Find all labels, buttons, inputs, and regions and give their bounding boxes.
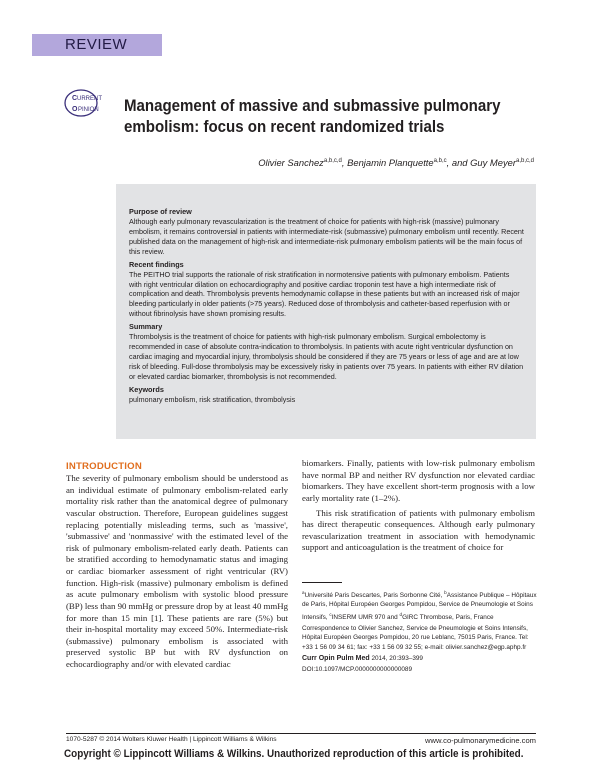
section-tab-label: REVIEW [65, 36, 128, 53]
current-opinion-logo [62, 88, 116, 118]
article-title: Management of massive and submassive pulmonary embolism: focus on recent randomized trials [124, 97, 501, 136]
abstract-heading-summary: Summary [129, 322, 163, 332]
logo-line1: URRENT [77, 96, 102, 102]
intro-paragraph: biomarkers. Finally, patients with low-risk pulmonary embolism have normal BP and neither RV dysfunction nor elevated cardiac biomarkers. They have excellent short-term prognosis with a low early mortality rate (1–2%). [302, 458, 535, 503]
footer-website[interactable]: www.co-pulmonarymedicine.com [425, 736, 536, 745]
footer-rule [66, 733, 536, 734]
abstract-heading-keywords: Keywords [129, 384, 164, 394]
abstract-text-findings: The PEITHO trial supports the rationale of risk stratification in normotensive patients with pulmonary embolism. Patients with right ventricular dilation on echocardiography and positive cardiac troponin test have a high intermediate risk of complication and death. Thrombolysis prevents hemodynamic collapse in these patients but with an increased risk of major bleeding particularly in older patients (>75 years). Reduced dose of thrombolysis and catheter-based reperfusion with or without fibrinolysis have shown promising results. [129, 269, 520, 319]
doi: DOI:10.1097/MCP.0000000000000089 [302, 666, 413, 674]
section-tab [32, 34, 162, 56]
author-affil: a,b,c,d [515, 157, 534, 164]
footer-publisher: 1070-5287 © 2014 Wolters Kluwer Health | Lippincott Williams & Wilkins [66, 736, 277, 743]
affiliations: $^a$Université Paris Descartes, Paris Sorbonne Cité, $^b$Assistance Publique – Hôpitaux de Paris, Hôpital Européen Georges Pompidou, Service de Pneumologie et Soins Intensifs, $^c$INSERM UMR 970 and $^d$GIRC Thrombose, Paris, France Correspondence to Olivier Sanchez, Service de Pneumologie et Soins Intensifs, Hôpital Européen Georges Pompidou, 20 rue Leblanc, 75015 Paris, France. Tel: +33 1 56 09 34 61; fax: +33 1 56 09 32 55; e-mail: olivier.sanchez@egp.aphp.fr Curr Opin Pulm Med 2014, 20:393–399 DOI:10.1097/MCP.0000000000000089 [302, 590, 537, 674]
copyright-notice: Copyright © Lippincott Williams & Wilkins. Unauthorized reproduction of this article is prohibited. [64, 748, 524, 760]
author-affil: a,b,c [433, 157, 447, 164]
introduction-left-column: The severity of pulmonary embolism should be understood as an individual estimate of pulmonary embolism-related early mortality risk rather than the anatomical degree of pulmonary vascular obstruction. Therefore, European guidelines suggest replacing potentially misleading terms, such as 'massive', 'submassive' and 'nonmassive' with the estimated level of the risk of pulmonary embolism-related early death. Patients can be stratified according to hemodynamatic status and imaging or cardiac biomarker assessment of right ventricular (RV) function. High-risk (massive) pulmonary embolism is defined as acute pulmonary embolism with systolic blood pressure (BP) less than 90 mmHg or pressure drop by at least 40 mmHg for more than 15 min [1]. These patients are rare (5%) but their in-hospital mortality may exceed 50%. Intermediate-risk (submassive) pulmonary embolism is associated with preserved systolic BP but with RV dysfunction on echocardiography and/or with elevated cardiac [66, 473, 288, 669]
author-name: Benjamin Planquette [347, 157, 434, 168]
author-name: Olivier Sanchez [258, 157, 324, 168]
correspondence: Correspondence to Olivier Sanchez, Service de Pneumologie et Soins Intensifs, Hôpital Européen Georges Pompidou, 20 rue Leblanc, 75015 Paris, France. Tel: +33 1 56 09 34 61; fax: +33 1 56 09 32 55; e-mail: olivier.sanchez@egp.aphp.fr [302, 625, 529, 651]
logo-line2: PINION [78, 107, 99, 113]
abstract [129, 207, 524, 408]
abstract-text-keywords: pulmonary embolism, risk stratification, thrombolysis [129, 394, 296, 404]
abstract-heading-purpose: Purpose of review [129, 207, 192, 216]
introduction-right-column [302, 458, 535, 554]
author-affil: a,b,c,d [323, 157, 342, 164]
svg-text:O: O [72, 106, 78, 113]
author-list: Olivier Sanchez$^{a,b,c,d}$, Benjamin Planquette$^{a,b,c}$, and Guy Meyer$^{a,b,c,d}$ [258, 157, 534, 168]
journal-cite: 2014, 20:393–399 [369, 655, 423, 663]
abstract-text-purpose: Although early pulmonary revascularization is the treatment of choice for patients with high-risk (massive) pulmonary embolism, it remains controversial in patients with intermediate-risk (submassive) pulmonary embolism until recently. Recent published data on the management of high-risk and intermediate-risk pulmonary embolism patients will be the main focus of this review. [129, 217, 524, 256]
footnote-rule [302, 582, 342, 583]
intro-paragraph: This risk stratification of patients with pulmonary embolism has direct therapeutic consequences. Although early pulmonary revascularization treatment in association with hemodynamic support and anticoagulation is the treatment of choice for [302, 507, 535, 553]
introduction-heading: INTRODUCTION [66, 461, 142, 472]
journal-abbrev: Curr Opin Pulm Med [302, 655, 370, 663]
abstract-heading-findings: Recent findings [129, 259, 184, 269]
svg-text:C: C [72, 95, 78, 102]
author-name: Guy Meyer [470, 157, 516, 168]
abstract-text-summary: Thrombolysis is the treatment of choice for patients with high-risk pulmonary embolism. Surgical embolectomy is recommended in case of absolute contra-indication to thrombolysis. In patients with acute right ventricular dysfunction on cardiac imaging and myocardial injury, thrombolysis should be considered if they are 75 years or less of age and are at low risk of bleeding. Full-dose thrombolysis may be excessively risky in patients over 75 years. In patients with either RV dilation or elevated cardiac biomarker, thrombolysis is not recommended. [129, 332, 524, 381]
